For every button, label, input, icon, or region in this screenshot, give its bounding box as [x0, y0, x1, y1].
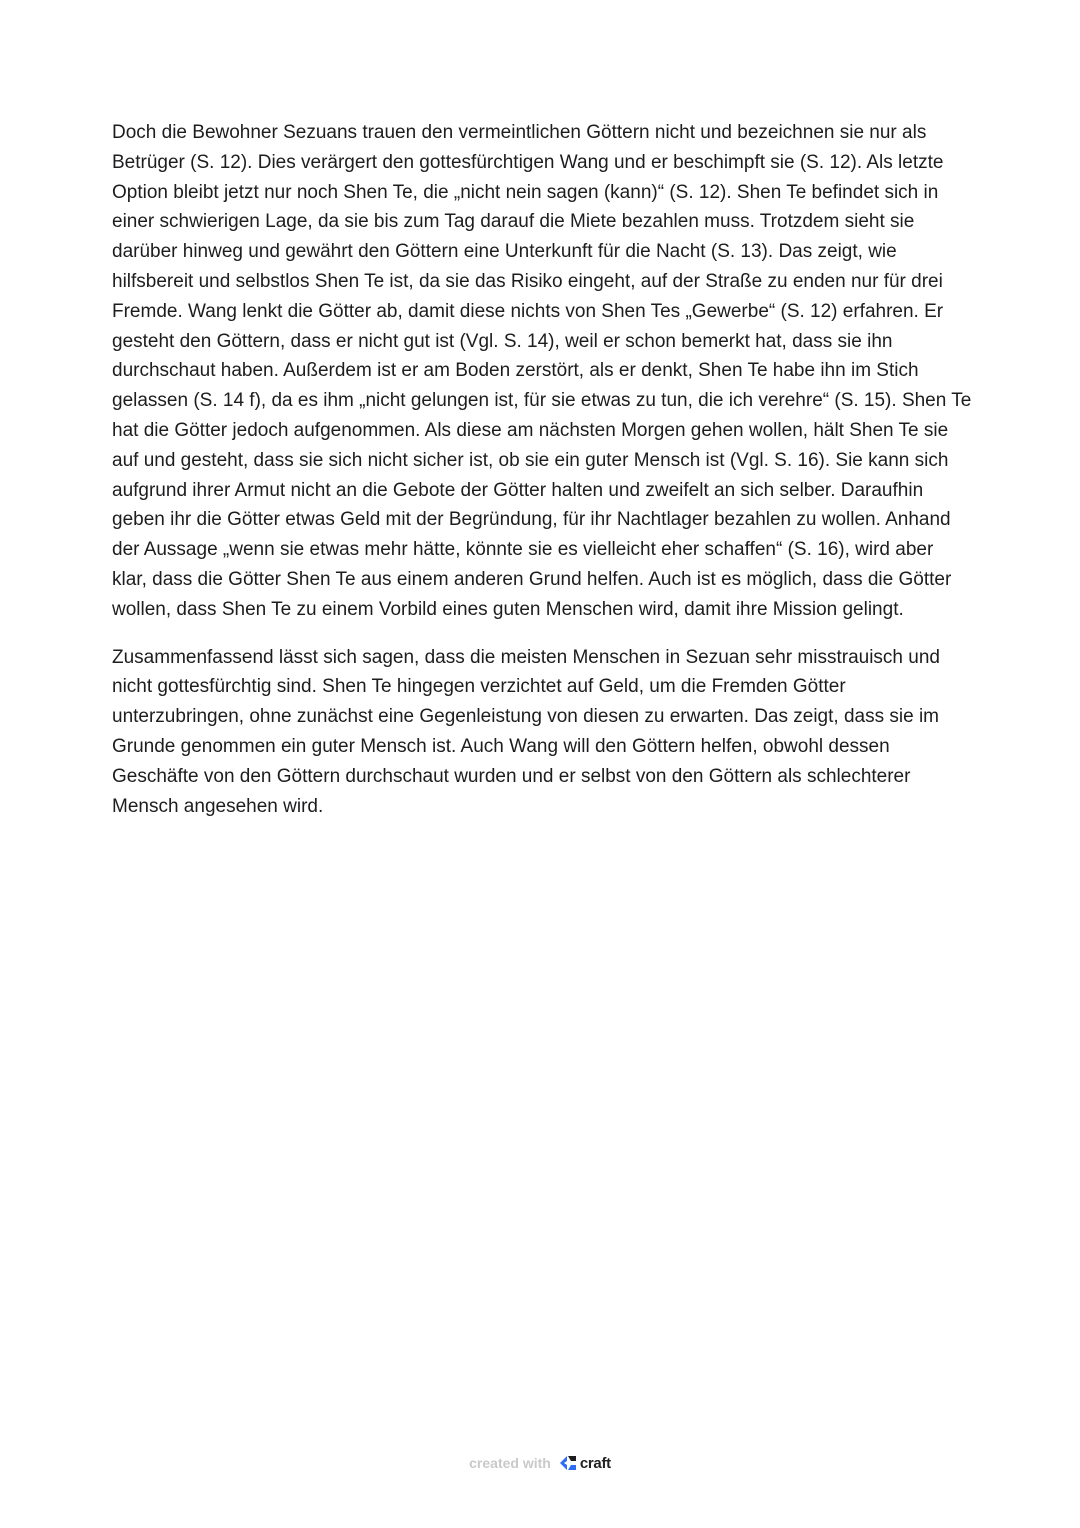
craft-logo — [559, 1454, 611, 1472]
created-with-text: created with — [469, 1455, 551, 1471]
craft-brand-text: craft — [579, 1454, 611, 1472]
document-page — [112, 118, 972, 821]
craft-logo-icon — [559, 1454, 577, 1472]
body-paragraph-1: Doch die Bewohner Sezuans trauen den vermeintlichen Göttern nicht und bezeichnen sie nur als Betrüger (S. 12). Dies verärgert den gottesfürchtigen Wang und er beschimpft sie (S. 12). Als letzte Option bleibt jetzt nur noch Shen Te, die „nicht nein sagen (kann)“ (S. 12). Shen Te befindet sich in einer schwierigen Lage, da sie bis zum Tag darauf die Miete bezahlen muss. Trotzdem sieht sie darüber hinweg und gewährt den Göttern eine Unterkunft für die Nacht (S. 13). Das zeigt, wie hilfsbereit und selbstlos Shen Te ist, da sie das Risiko eingeht, auf der Straße zu enden nur für drei Fremde. Wang lenkt die Götter ab, damit diese nichts von Shen Tes „Gewerbe“ (S. 12) erfahren. Er gesteht den Göttern, dass er nicht gut ist (Vgl. S. 14), weil er schon bemerkt hat, dass sie ihn durchschaut haben. Außerdem ist er am Boden zerstört, als er denkt, Shen Te habe ihn im Stich gelassen (S. 14 f), da es ihm „nicht gelungen ist, für sie etwas zu tun, die ich verehre“ (S. 15). Shen Te hat die Götter jedoch aufgenommen. Als diese am nächsten Morgen gehen wollen, hält Shen Te sie auf und gesteht, dass sie sich nicht sicher ist, ob sie ein guter Mensch ist (Vgl. S. 16). Sie kann sich aufgrund ihrer Armut nicht an die Gebote der Götter halten und zweifelt an sich selber. Daraufhin geben ihr die Götter etwas Geld mit der Begründung, für ihr Nachtlager bezahlen zu wollen. Anhand der Aussage „wenn sie etwas mehr hätte, könnte sie es vielleicht eher schaffen“ (S. 16), wird aber klar, dass die Götter Shen Te aus einem anderen Grund helfen. Auch ist es möglich, dass die Götter wollen, dass Shen Te zu einem Vorbild eines guten Menschen wird, damit ihre Mission gelingt. — [112, 122, 972, 620]
body-paragraph-2: Zusammenfassend lässt sich sagen, dass die meisten Menschen in Sezuan sehr misstrauisch und nicht gottesfürchtig sind. Shen Te hingegen verzichtet auf Geld, um die Fremden Götter unterzubringen, ohne zunächst eine Gegenleistung von diesen zu erwarten. Das zeigt, dass sie im Grunde genommen ein guter Mensch ist. Auch Wang will den Göttern helfen, obwohl dessen Geschäfte von den Göttern durchschaut wurden und er selbst von den Göttern als schlechterer Mensch angesehen wird. — [112, 646, 940, 817]
footer-watermark — [0, 1451, 1080, 1475]
